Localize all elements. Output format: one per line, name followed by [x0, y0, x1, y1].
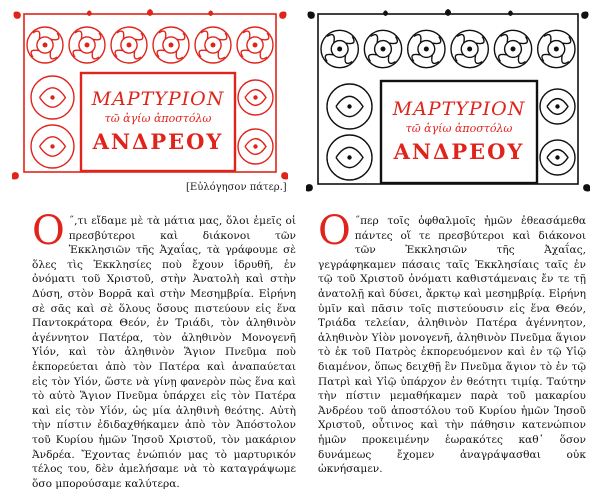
ornament-roundel: [195, 27, 231, 63]
left-caption: [Εὐλόγησον πάτερ.]: [186, 182, 287, 193]
ornament-roundel: [538, 30, 575, 67]
left-title-line3: ΑΝΔΡΕΟΥ: [92, 129, 224, 154]
ornament-roundel: [69, 27, 105, 63]
ornament-roundel: [111, 27, 147, 63]
left-title-line1: ΜΑΡΤΥΡΙΟΝ: [91, 88, 225, 110]
ornament-roundel: [321, 30, 358, 67]
right-title-line3: ΑΝΔΡΕΟΥ: [393, 139, 525, 164]
right-ornamental-header: [306, 4, 590, 200]
right-body-text: ˝περ τοῖς ὀφθαλμοῖς ἡμῶν ἐθεασάμεθα πάντες οἵ τε πρεσβύτεροι καὶ διάκονοι τῶν Ἐκκλησιῶν τῆς Ἀχαΐας, γεγράφηκαμεν πάσαις ταῖς Ἐκκλησίαις ταῖς ἐν τῷ τοῦ Χριστοῦ ὀνόματι καθιστάμεναις ἔν τε τῇ ἀνατολῇ καὶ δύσει, ἄρκτῳ καὶ μεσημβρίᾳ. Εἰρήνη ὑμῖν καὶ πᾶσιν τοῖς πιστεύουσιν εἰς ἕνα Θεόν, Τριάδα τελείαν, ἀληθινὸν Πατέρα ἀγέννητον, ἀληθινὸν Υἱὸν μονογενῆ, ἀληθινὸν Πνεῦμα ἅγιον τὸ ἐκ τοῦ Πατρὸς ἐκπορευόμενον καὶ ἐν τῷ Υἱῷ διαμένον, ὅπως δειχθῇ ἓν Πνεῦμα ἅγιον τὸ ἐν τῷ Πατρὶ καὶ Υἱῷ ὑπάρχον ἐν θεότητι τιμίᾳ. Ταύτην τὴν πίστιν μεμαθήκαμεν παρὰ τοῦ μακαρίου Ἀνδρέου τοῦ ἀποστόλου τοῦ Κυρίου ἡμῶν Ἰησοῦ Χριστοῦ, οὗτινος καὶ τὴν πάθησιν κατενώπιον ἡμῶν προκειμένην ἑωρακότες καθ᾽ ὅσον δυνάμεως ἔχομεν ἀναγράψασθαι οὐκ ὠκνήσαμεν.: [318, 215, 586, 476]
right-title-line1: ΜΑΡΤΥΡΙΟΝ: [392, 98, 526, 120]
ornament-side-column: [31, 76, 74, 168]
ornament-roundel: [494, 30, 531, 67]
ornament-side-column: [540, 89, 575, 175]
left-initial-letter: Ο: [32, 208, 65, 254]
left-body-text: ˝,τι εἴδαμε μὲ τὰ μάτια μας, ὅλοι ἐμεῖς οἱ πρεσβύτεροι καὶ διάκονοι τῶν Ἐκκλησιῶν τῆς Ἀχαΐας, τὰ γράφουμε σὲ ὅλες τὶς Ἐκκλησίες ποὺ ἔχουν ἱδρυθῆ, ἐν ὀνόματι τοῦ Χριστοῦ, στὴν Ἀνατολὴ καὶ στὴν Δύση, στὸν Βορρᾶ καὶ στὴν Μεσημβρία. Εἰρήνη σὲ σᾶς καὶ σὲ ὅλους ὅσους πιστεύουν εἰς ἕνα Παντοκράτορα Θεόν, ἐν Τριάδι, τὸν ἀληθινὸν ἀγέννητον Πατέρα, τὸν ἀληθινὸν Μονογενῆ Υἱόν, καὶ τὸν ἀληθινὸν Ἅγιον Πνεῦμα ποὺ ἐκπορεύεται ἀπὸ τὸν Πατέρα καὶ ἀναπαύεται εἰς τὸν Υἱόν, ὥστε νὰ γίνῃ φανερὸν πὼς ἕνα καὶ τὸ αὐτὸ Ἅγιον Πνεῦμα ὑπάρχει εἰς τὸν Πατέρα καὶ εἰς τὸν Υἱόν, ὡς μία ἀληθινὴ θεότης. Αὐτὴ τὴν πίστιν ἐδιδαχθήκαμεν ἀπὸ τὸν Ἀπόστολον τοῦ Κυρίου ἡμῶν Ἰησοῦ Χριστοῦ, τὸν μακάριον Ἀνδρέα. Ἔχοντας ἐνώπιόν μας τὸ μαρτυρικόν τέλος του, δὲν ἀμελήσαμε νὰ τὸ καταγράψωμε ὅσο μπορούσαμε καλύτερα.: [32, 215, 296, 490]
left-title-line2: τῶ ἁγίω ἀποστόλω: [104, 112, 212, 125]
ornament-roundel: [451, 30, 488, 67]
ornament-roundel: [27, 27, 63, 63]
ornament-side-column: [327, 84, 372, 180]
left-text-column: [32, 208, 296, 490]
ornament-roundel: [408, 30, 445, 67]
ornament-side-column: [238, 80, 273, 164]
left-ornamental-header: [12, 4, 288, 190]
right-title-box: [384, 84, 534, 180]
right-title-line2: τῶ ἁγίω ἀποστόλω: [405, 122, 513, 135]
right-initial-letter: Ο: [318, 208, 351, 254]
ornament-roundel: [153, 27, 189, 63]
right-text-column: [318, 208, 586, 476]
left-title-box: [84, 76, 232, 168]
ornament-roundel: [237, 27, 273, 63]
ornament-roundel: [364, 30, 401, 67]
